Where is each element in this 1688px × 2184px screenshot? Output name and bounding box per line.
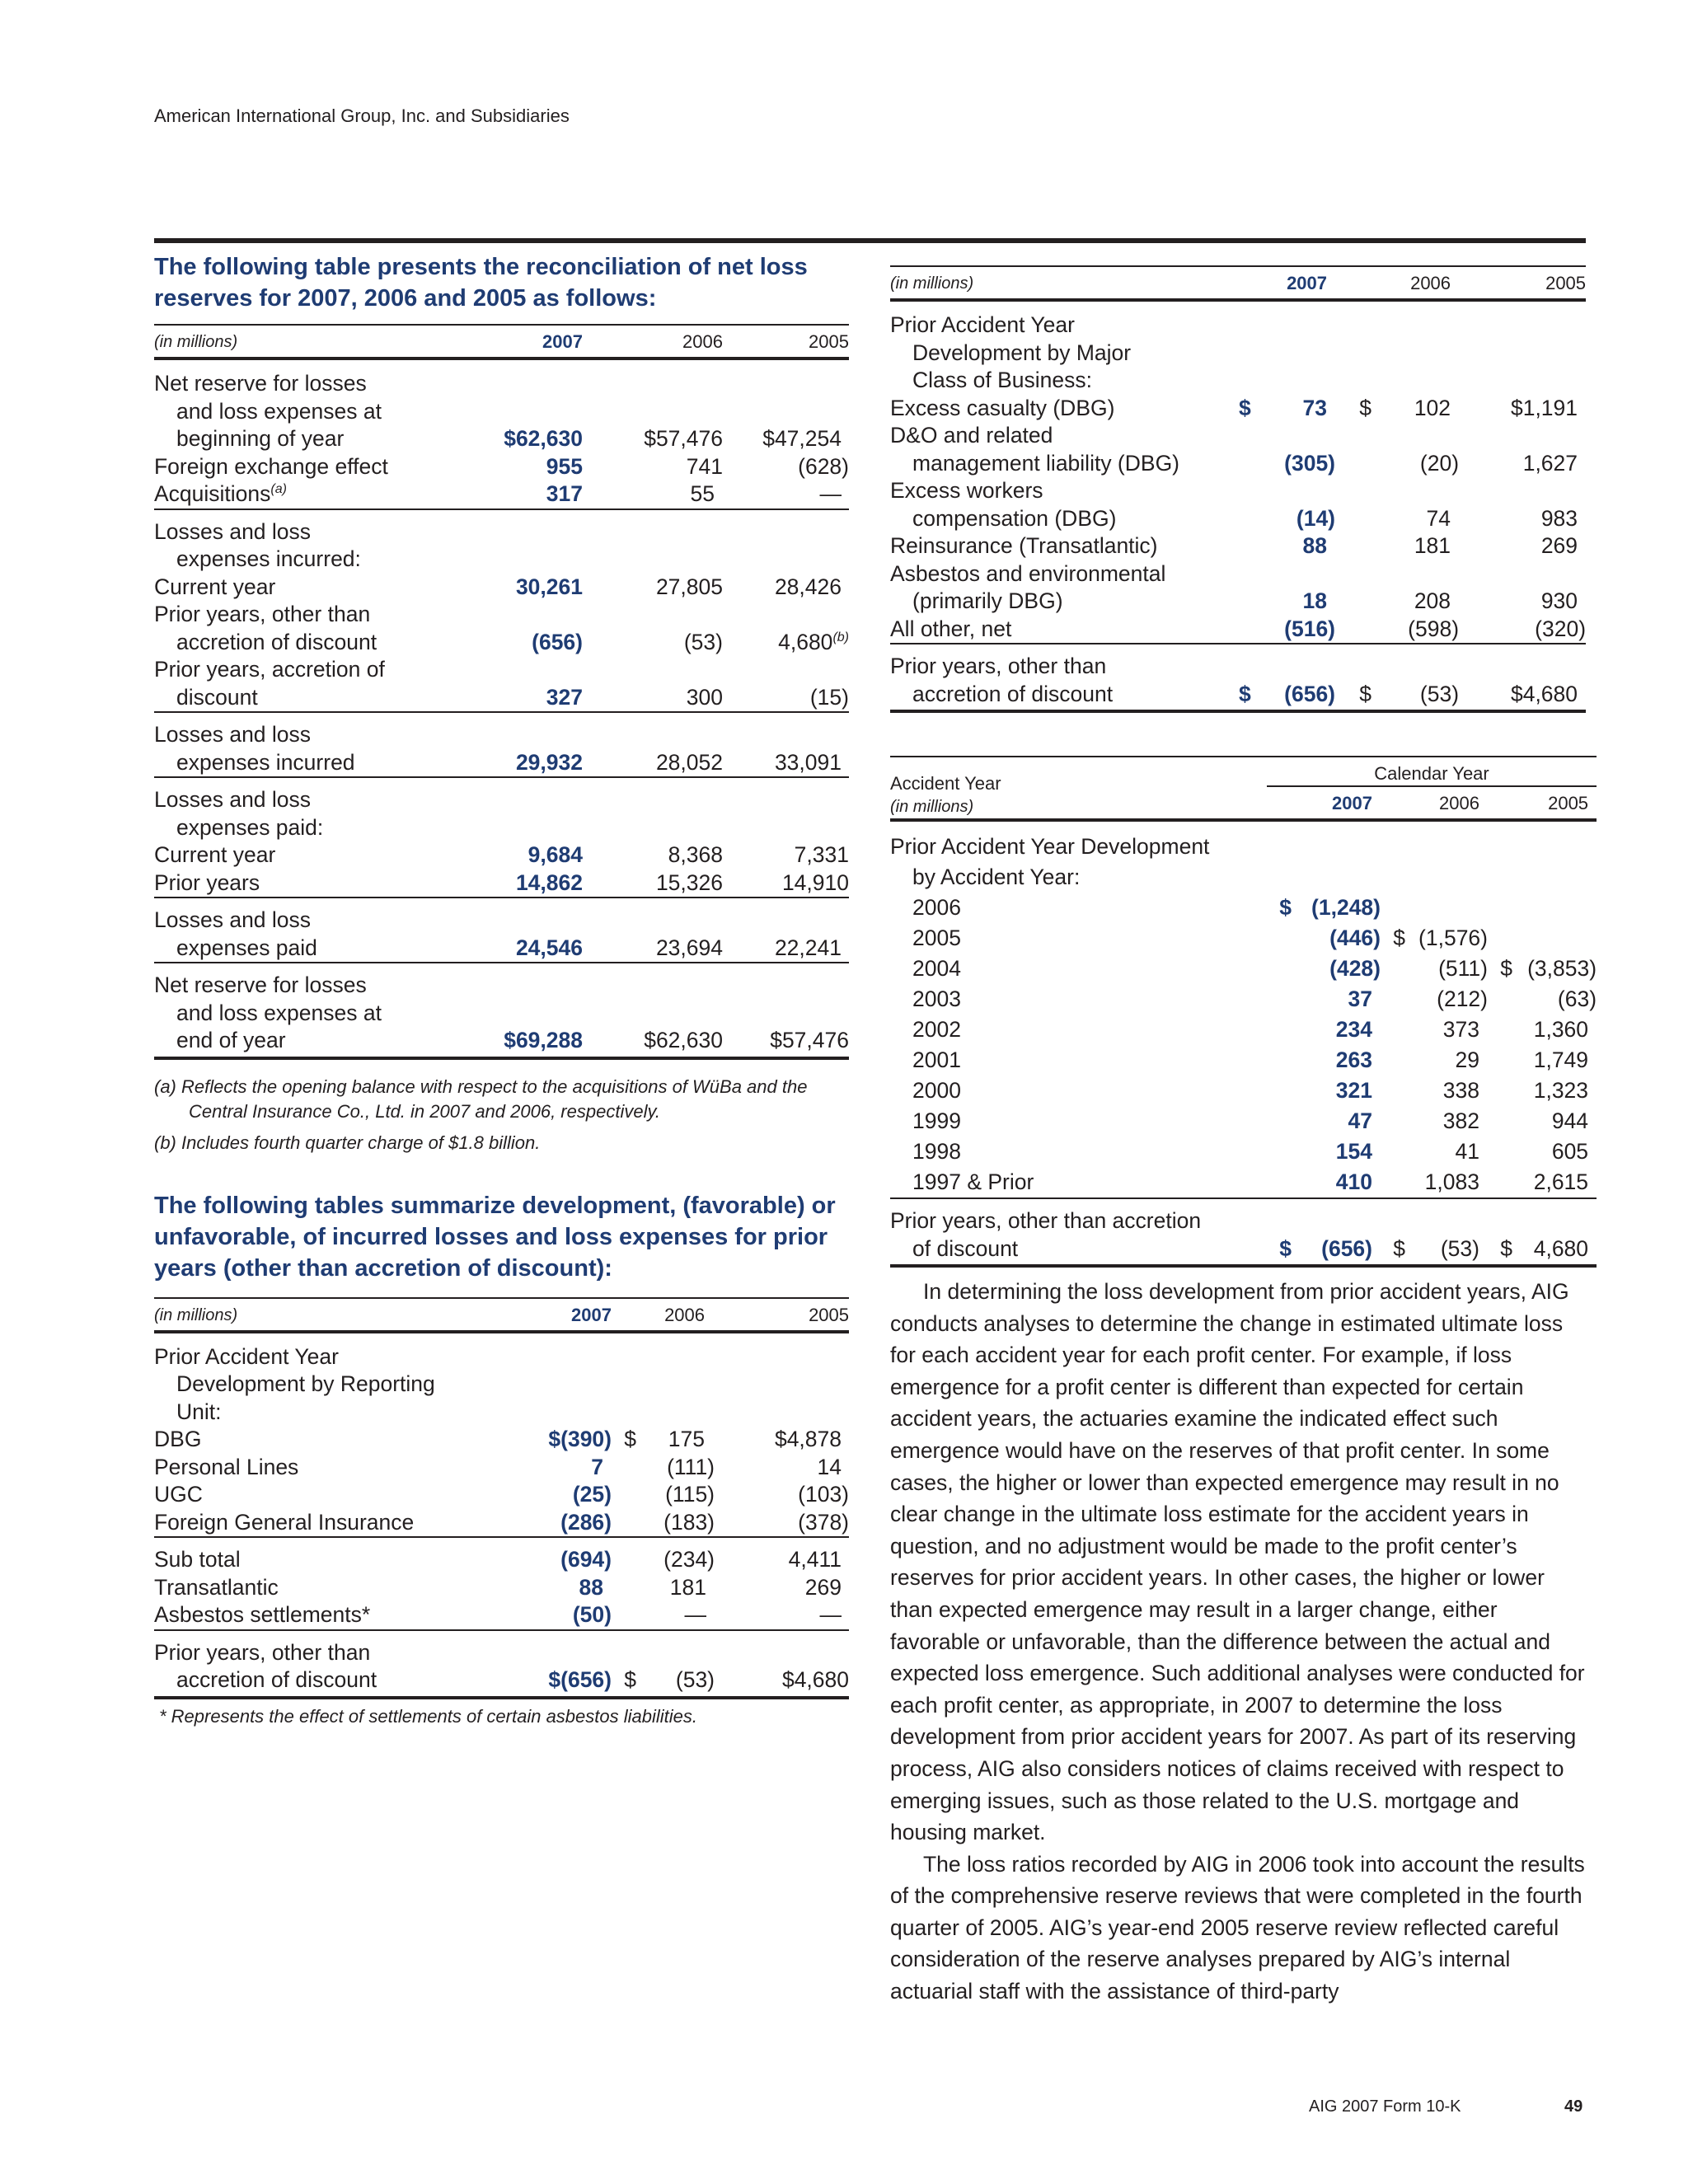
table-row: Losses and loss (154, 898, 849, 935)
year-header: 2006 (1335, 266, 1459, 300)
table-row: Development by Reporting (176, 1371, 435, 1396)
table-row: 2001 263 29 1,749 (912, 1047, 1589, 1072)
table-row: 2004 (428) (511) $ (3,853) (912, 956, 1597, 981)
right-column (890, 265, 1597, 2008)
table-row: UGC (25) (115) (103) (154, 1482, 850, 1507)
table-row: 2005 (446) $ (1,576) (912, 926, 1488, 950)
table-row: Losses and loss (154, 712, 849, 749)
table-row: expenses incurred 29,932 28,052 33,091 (176, 749, 842, 775)
table-row: Reinsurance (Transatlantic) 88 181 269 (890, 533, 1578, 558)
development-by-unit-table (154, 1297, 849, 1699)
table-row: accretion of discount (656) (53) 4,680$^{(b)}$ (176, 629, 849, 654)
table-row: Prior years, other than (154, 602, 371, 626)
year-header: 2005 (723, 325, 849, 359)
year-header: 2005 (1459, 266, 1586, 300)
year-header: 2006 (1381, 786, 1488, 820)
table-row: Prior Accident Year Development (890, 834, 1210, 859)
accident-year-header: Accident Year (890, 773, 1001, 794)
table-row: Transatlantic 88 181 269 (154, 1574, 842, 1600)
table-row: (primarily DBG) 18 208 930 (912, 588, 1578, 613)
table-row: Net reserve for losses (154, 371, 367, 396)
table-row: and loss expenses at (176, 398, 382, 424)
top-rule (154, 238, 1586, 243)
table-row: Unit: (176, 1399, 222, 1424)
table-row: Prior years, accretion of (154, 657, 385, 682)
footer-form: AIG 2007 Form 10-K (1309, 2097, 1461, 2116)
left-column (154, 251, 849, 1729)
table-row: Class of Business: (912, 368, 1092, 392)
table-row: discount 327 300 (15) (176, 684, 849, 710)
table-row: Losses and loss (154, 509, 849, 546)
table-row: compensation (DBG) (14) 74 983 (912, 505, 1578, 531)
table-row: Prior Accident Year (890, 312, 1075, 337)
table-row: Personal Lines 7 (111) 14 (154, 1454, 842, 1479)
asbestos-footnote: * Represents the effect of settlements of certain asbestos liabilities. (159, 1705, 697, 1727)
year-header: 2007 (1267, 786, 1381, 820)
table-row: Prior years, other than accretion (890, 1198, 1597, 1235)
year-header: 2007 (1232, 266, 1335, 300)
table-row: Asbestos settlements* (50) — — (154, 1602, 842, 1627)
page-number: 49 (1564, 2097, 1583, 2116)
year-header: 2005 (715, 1298, 849, 1332)
table-row: by Accident Year: (912, 865, 1081, 889)
year-header: 2006 (612, 1298, 715, 1332)
year-header: 2007 (451, 325, 583, 359)
table-row: accretion of discount $(656) $ (53) $4,680 (154, 1666, 849, 1698)
year-header: 2007 (517, 1298, 612, 1332)
running-header: American International Group, Inc. and Subsidiaries (154, 105, 570, 126)
footnote-b: (b) Includes fourth quarter charge of $1.8 billion. (154, 1132, 541, 1153)
footnote-ref: (a) (270, 482, 287, 497)
unit-label: (in millions) (890, 798, 974, 816)
table-row: end of year $69,288 $62,630 $57,476 (154, 1027, 849, 1058)
table-row: Asbestos and environmental (890, 560, 1166, 586)
table-row: accretion of discount $ (656) $ (53) $4,680 (890, 681, 1586, 712)
reconciliation-footnotes (154, 1075, 849, 1155)
table-row: Prior years, other than (154, 1630, 849, 1667)
unit-label: (in millions) (154, 1298, 517, 1332)
table-header-row (154, 325, 849, 359)
table-row: Acquisitions$^{(a)}$ 317 55 — (154, 481, 842, 506)
paragraph: In determining the loss development from prior accident years, AIG conducts analyses to determine the change in estimated ultimate loss for each accident year for each profit center. For example, if loss emergence for a profit center is different than expected for certain accident years, the actuaries examine the indicated effect such emergence would have on the reserves of that profit center. In some cases, the higher or lower than expected emergence may result in no clear change in the ultimate loss estimate for the accident years in question, and no adjustment would be made to the profit center’s reserves for prior accident years. In other cases, the higher or lower than expected emergence may result in a larger change, either favorable or unfavorable, than the difference between the actual and expected loss emergence. Such additional analyses were conducted for each profit center, as appropriate, in 2007 to determine the loss development from prior accident years for 2007. As part of its reserving process, AIG also considers notices of claims received with respect to emerging issues, such as those related to the U.S. mortgage and housing market. (890, 1279, 1585, 1845)
table-row: beginning of year $62,630 $57,476 $47,254 (176, 426, 842, 451)
paragraph: The loss ratios recorded by AIG in 2006 took into account the results of the comprehensive reserve reviews that were completed in the fourth quarter of 2005. AIG’s year-end 2005 reserve review reflected careful consideration of the reserve analyses prepared by AIG’s internal actuarial staff with the assistance of third-party (890, 1851, 1585, 2004)
body-text (890, 1276, 1586, 2008)
table-row: Foreign General Insurance (286) (183) (378) (154, 1509, 850, 1535)
reconciliation-heading: The following table presents the reconciliation of net loss reserves for 2007, 2006 and 2005 as follows: (154, 254, 808, 312)
unit-label: (in millions) (890, 266, 1232, 300)
table-row: 2002 234 373 1,360 (912, 1017, 1589, 1042)
table-row: 1997 & Prior 410 1,083 2,615 (912, 1169, 1589, 1194)
footnote-ref: (b) (832, 630, 849, 644)
table-row: Development by Major (912, 340, 1132, 365)
table-row: Current year 9,684 8,368 7,331 (154, 842, 849, 867)
table-row: of discount $ (656) $ (53) $ 4,680 (890, 1235, 1597, 1267)
development-by-accident-year-table (890, 756, 1597, 1268)
table-row: expenses paid: (176, 814, 324, 840)
table-row: Prior years 14,862 15,326 14,910 (154, 869, 849, 895)
table-header-row (890, 266, 1586, 300)
table-row: DBG $(390) $ 175 $4,878 (154, 1427, 842, 1451)
table-row: Prior Accident Year (154, 1343, 339, 1369)
development-by-class-table (890, 265, 1586, 713)
table-row: All other, net (516) (598) (320) (890, 616, 1587, 641)
year-header: 2005 (1488, 786, 1597, 820)
table-row: 2000 321 338 1,323 (912, 1078, 1589, 1103)
table-row: 2006 $ (1,248) (912, 895, 1381, 920)
table-row: Sub total (694) (234) 4,411 (154, 1537, 849, 1574)
table-row: Foreign exchange effect 955 741 (628) (154, 453, 849, 479)
table-row: 2003 37 (212) (63) (912, 987, 1597, 1011)
table-row: expenses paid 24,546 23,694 22,241 (176, 935, 842, 960)
table-header-row (154, 1298, 849, 1332)
table-row: 1999 47 382 944 (912, 1108, 1589, 1133)
table-row: Current year 30,261 27,805 28,426 (154, 574, 842, 599)
table-header-row (890, 757, 1597, 786)
table-row: Net reserve for losses (154, 963, 849, 1000)
table-row: 1998 154 41 605 (912, 1139, 1589, 1164)
table-row: Excess workers (890, 478, 1043, 503)
table-row: management liability (DBG) (305) (20) 1,627 (912, 450, 1578, 476)
table-row: and loss expenses at (176, 1000, 382, 1025)
development-heading: The following tables summarize development, (favorable) or unfavorable, of incurred losses and loss expenses for prior years (other than accretion of discount): (154, 1192, 836, 1282)
reconciliation-table (154, 324, 849, 1060)
calendar-year-header: Calendar Year (1267, 757, 1597, 786)
unit-label: (in millions) (154, 325, 451, 359)
table-row: D&O and related (890, 423, 1053, 448)
table-row: Excess casualty (DBG) $ 73 $ 102 $1,191 (890, 395, 1578, 420)
table-row: expenses incurred: (176, 546, 361, 571)
year-header: 2006 (583, 325, 723, 359)
table-row: Prior years, other than (890, 644, 1586, 681)
footnote-a: (a) Reflects the opening balance with respect to the acquisitions of WüBa and the Central Insurance Co., Ltd. in 2007 and 2006, respectively. (154, 1076, 808, 1122)
table-row: Losses and loss (154, 777, 849, 814)
